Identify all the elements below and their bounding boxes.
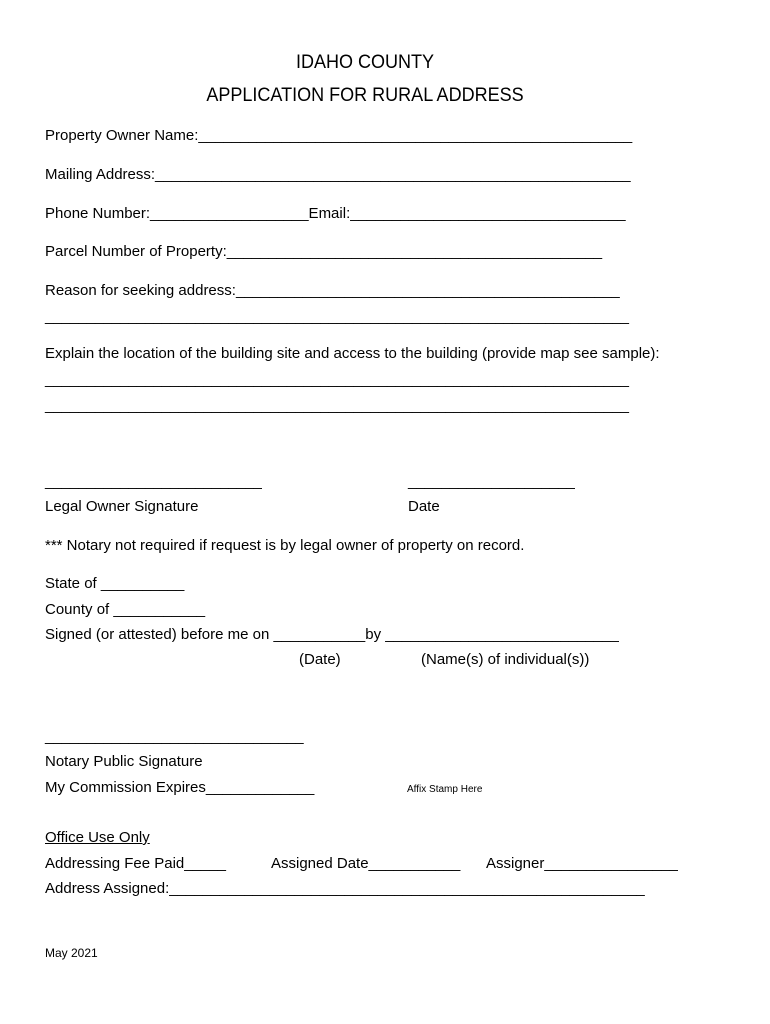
reason-field[interactable]: Reason for seeking address:______________________________________________ bbox=[45, 282, 620, 299]
parcel-number-field[interactable]: Parcel Number of Property:_____________________________________________ bbox=[45, 243, 603, 260]
owner-signature-line[interactable]: __________________________ bbox=[45, 473, 262, 490]
owner-signature-label: Legal Owner Signature bbox=[45, 498, 199, 515]
date-hint: (Date) bbox=[299, 651, 341, 668]
office-use-heading: Office Use Only bbox=[45, 829, 150, 846]
mailing-address-field[interactable]: Mailing Address:_________________________________________________________ bbox=[45, 166, 631, 183]
location-instructions: Explain the location of the building site and access to the building (provide map see sample): bbox=[45, 345, 660, 362]
notary-signature-label: Notary Public Signature bbox=[45, 753, 203, 770]
reason-field-line2[interactable]: ______________________________________________________________________ bbox=[45, 308, 629, 325]
county-title: IDAHO COUNTY bbox=[295, 52, 435, 73]
names-hint: (Name(s) of individual(s)) bbox=[421, 651, 590, 668]
date-label: Date bbox=[408, 498, 440, 515]
assigner-field[interactable]: Assigner________________ bbox=[486, 855, 678, 872]
revision-date: May 2021 bbox=[45, 946, 98, 960]
property-owner-name-field[interactable]: Property Owner Name:____________________________________________________ bbox=[45, 127, 633, 144]
notary-signature-line[interactable]: _______________________________ bbox=[45, 728, 304, 745]
attested-field[interactable]: Signed (or attested) before me on ___________by ____________________________ bbox=[45, 626, 619, 643]
signature-date-line[interactable]: ____________________ bbox=[408, 473, 575, 490]
location-line1[interactable]: ______________________________________________________________________ bbox=[45, 371, 629, 388]
location-line2[interactable]: ______________________________________________________________________ bbox=[45, 397, 629, 414]
notary-note: *** Notary not required if request is by legal owner of property on record. bbox=[45, 537, 525, 554]
county-field[interactable]: County of ___________ bbox=[45, 601, 206, 618]
stamp-label: Affix Stamp Here bbox=[407, 784, 483, 795]
phone-email-field[interactable]: Phone Number:___________________Email:_________________________________ bbox=[45, 205, 626, 222]
address-assigned-field[interactable]: Address Assigned:_________________________________________________________ bbox=[45, 880, 645, 897]
form-title: APPLICATION FOR RURAL ADDRESS bbox=[206, 85, 524, 106]
assigned-date-field[interactable]: Assigned Date___________ bbox=[271, 855, 461, 872]
fee-paid-field[interactable]: Addressing Fee Paid_____ bbox=[45, 855, 226, 872]
commission-expires-field[interactable]: My Commission Expires_____________ bbox=[45, 779, 315, 796]
state-field[interactable]: State of __________ bbox=[45, 575, 185, 592]
